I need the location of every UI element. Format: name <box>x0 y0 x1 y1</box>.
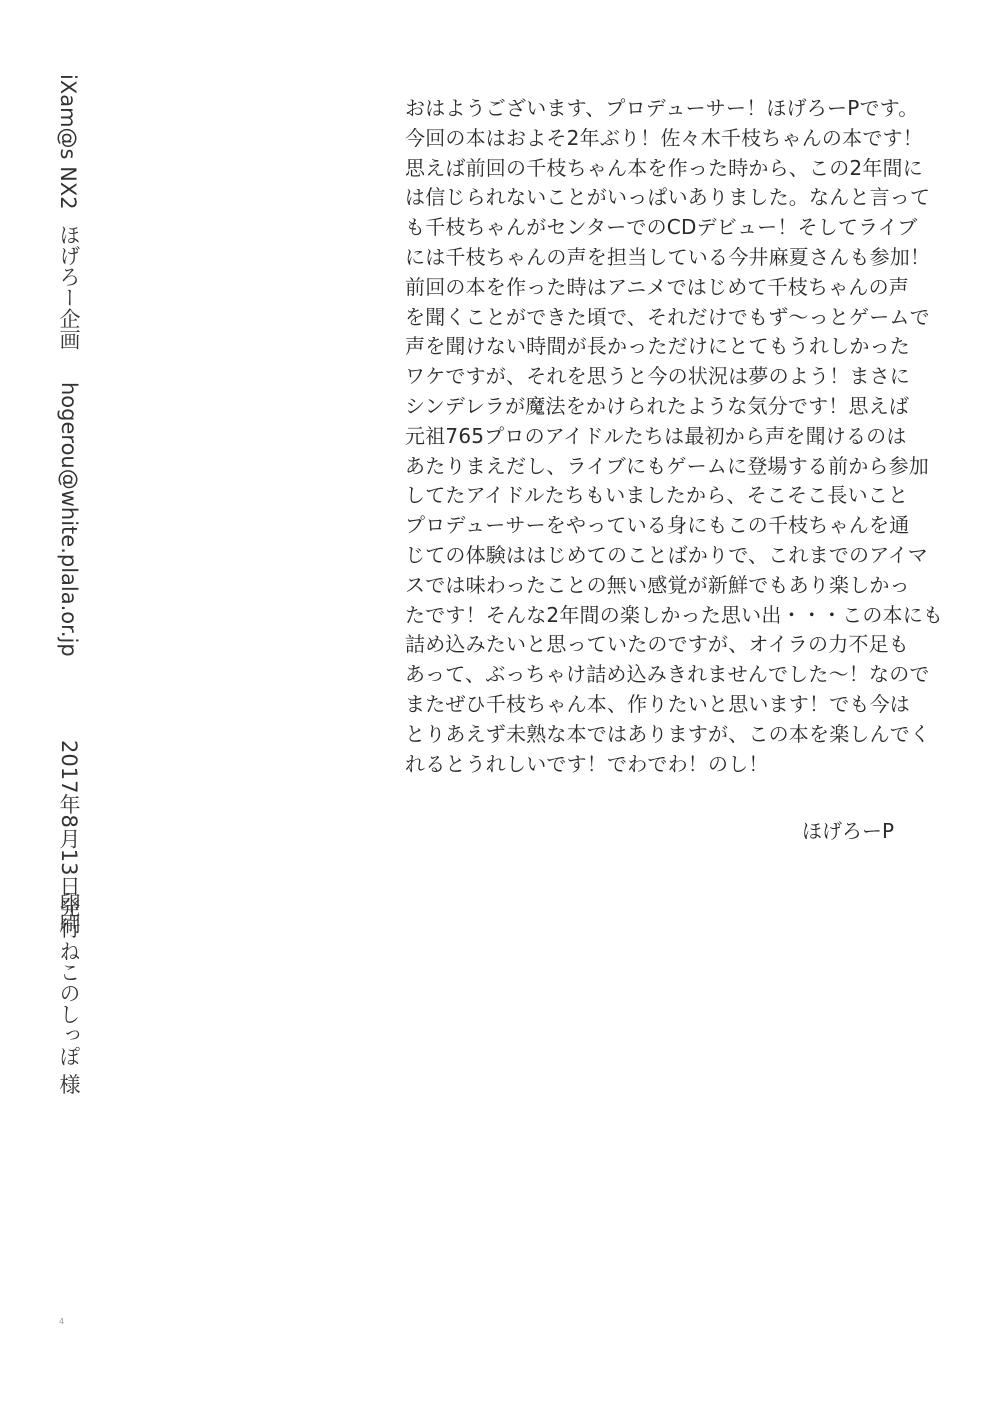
afterword-line: シンデレラが魔法をかけられたような気分です！思えば <box>405 393 910 418</box>
afterword-line: には千枝ちゃんの声を担当している今井麻夏さんも参加！ <box>405 244 931 269</box>
afterword-line: を聞くことができた頃で、それだけでもず～っとゲームで <box>405 304 930 329</box>
colophon-circle: ほげろー企画 <box>57 224 81 350</box>
afterword-line: れるとうれしいです！でわでわ！のし！ <box>405 751 769 776</box>
afterword-body <box>405 94 944 779</box>
afterword-line: してたアイドルたちもいましたから、そこそこ長いこと <box>405 483 909 508</box>
afterword-line: も千枝ちゃんがセンターでのCDデビュー！そしてライブ <box>405 215 918 240</box>
afterword-line: とりあえず未熟な本ではありますが、この本を楽しんでく <box>405 721 931 746</box>
afterword-line: おはようございます、プロデューサー！ほげろーPです。 <box>405 96 919 120</box>
afterword-line: たです！そんな2年間の楽しかった思い出・・・この本にも <box>405 602 944 627</box>
afterword-line: は信じられないことがいっぱいありました。なんと言って <box>405 185 931 210</box>
afterword-line: あって、ぶっちゃけ詰め込みきれませんでした～！なので <box>405 662 930 687</box>
afterword-line: スでは味わったことの無い感覚が新鮮でもあり楽しかっ <box>405 572 910 597</box>
page-number: 4 <box>59 1317 65 1326</box>
colophon-printer: 印刷 ねこのしっぽ 様 <box>57 892 81 1095</box>
colophon-date: 2017年8月13日発行 <box>57 740 81 939</box>
afterword-line: あたりまえだし、ライブにもゲームに登場する前から参加 <box>405 453 929 478</box>
colophon-email: hogerou@white.plala.or.jp <box>57 382 81 657</box>
afterword-line: 詰め込みたいと思っていたのですが、オイラの力不足も <box>405 632 909 657</box>
afterword-line: 今回の本はおよそ2年ぶり！佐々木千枝ちゃんの本です！ <box>405 125 923 150</box>
afterword-line: 前回の本を作った時はアニメではじめて千枝ちゃんの声 <box>405 274 909 299</box>
afterword-line: ワケですが、それを思うと今の状況は夢のよう！まさに <box>405 364 910 389</box>
afterword-line: 元祖765プロのアイドルたちは最初から声を聞けるのは <box>405 423 907 448</box>
afterword-line: じての体験ははじめてのことばかりで、これまでのアイマ <box>405 542 928 567</box>
afterword-line: またぜひ千枝ちゃん本、作りたいと思います！でも今は <box>405 691 910 716</box>
colophon-title: iXam@s NX2 <box>56 74 80 210</box>
colophon <box>56 74 86 1094</box>
afterword-line: 声を聞けない時間が長かっただけにとてもうれしかった <box>405 334 910 359</box>
author-signature: ほげろーP <box>802 819 895 843</box>
afterword-line: プロデューサーをやっている身にもこの千枝ちゃんを通 <box>405 513 910 538</box>
afterword-line: 思えば前回の千枝ちゃん本を作った時から、この2年間に <box>405 155 923 180</box>
